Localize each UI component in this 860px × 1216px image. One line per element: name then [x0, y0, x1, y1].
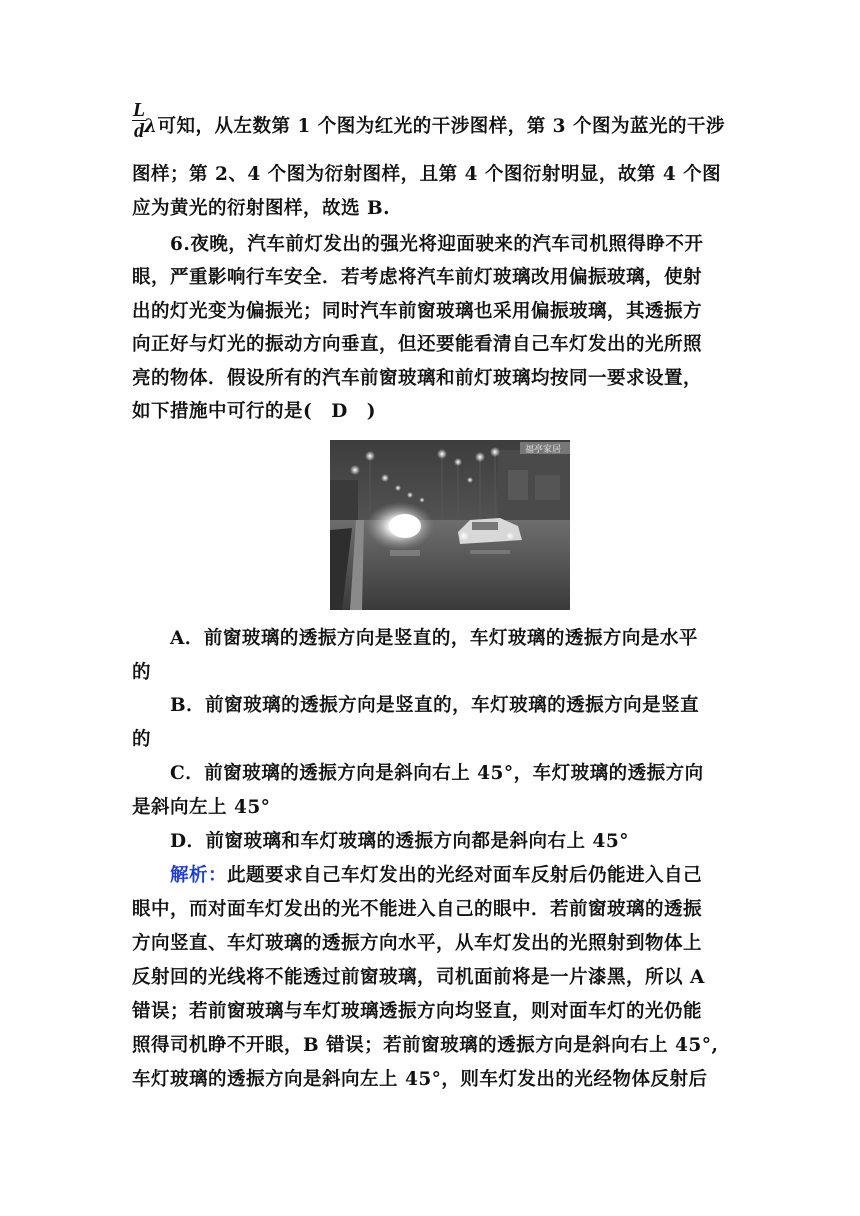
option-b-line-1: B．前窗玻璃的透振方向是竖直的，车灯玻璃的透振方向是竖直 [170, 695, 700, 716]
analysis-line-4: 反射回的光线将不能透过前窗玻璃，司机面前将是一片漆黑，所以 A [132, 967, 705, 988]
question-line-6: 如下措施中可行的是( D ) [132, 401, 377, 422]
analysis-line-1 [170, 863, 770, 889]
night-road-photo [330, 440, 570, 610]
text-line-1-rest: 可知，从左数第 1 个图为红光的干涉图样，第 3 个图为蓝光的干涉 [157, 116, 725, 137]
option-a-line-2: 的 [132, 662, 152, 683]
option-d-line-1: D．前窗玻璃和车灯玻璃的透振方向都是斜向右上 45° [170, 831, 629, 852]
question-line-5: 亮的物体．假设所有的汽车前窗玻璃和前灯玻璃均按同一要求设置， [132, 368, 703, 389]
text-line-2: 图样；第 2、4 个图为衍射图样，且第 4 个图衍射明显，故第 4 个图 [132, 164, 722, 185]
option-c-line-2: 是斜向左上 45° [132, 797, 271, 818]
analysis-line-7: 车灯玻璃的透振方向是斜向左上 45°，则车灯发出的光经物体反射后 [132, 1069, 708, 1090]
text-line-3: 应为黄光的衍射图样，故选 B. [132, 198, 391, 219]
shop-sign-text: 福亭家居 [525, 445, 562, 455]
question-line-2: 眼，严重影响行车安全．若考虑将汽车前灯玻璃改用偏振玻璃，使射 [132, 267, 703, 288]
question-line-4: 向正好与灯光的振动方向垂直，但还要能看清自己车灯发出的光所照 [132, 334, 703, 355]
option-c-line-1: C．前窗玻璃的透振方向是斜向右上 45°，车灯玻璃的透振方向 [170, 763, 704, 784]
lambda-symbol: λ [144, 116, 158, 137]
fraction-denominator: d [134, 120, 144, 142]
option-b-line-2: 的 [132, 729, 152, 750]
option-a-line-1: A．前窗玻璃的透振方向是竖直的，车灯玻璃的透振方向是水平 [170, 628, 698, 649]
fraction-numerator: L [132, 99, 146, 121]
analysis-line-5: 错误；若前窗玻璃与车灯玻璃透振方向均竖直，则对面车灯的光仍能 [132, 1001, 703, 1022]
analysis-label: 解析： [170, 865, 228, 886]
question-line-1: 6.夜晚，汽车前灯发出的强光将迎面驶来的汽车司机照得睁不开 [170, 234, 704, 255]
analysis-line-2: 眼中，而对面车灯发出的光不能进入自己的眼中．若前窗玻璃的透振 [132, 899, 703, 920]
analysis-line-6: 照得司机睁不开眼，B 错误；若前窗玻璃的透振方向是斜向右上 45°, [132, 1035, 719, 1056]
analysis-line-1-text: 此题要求自己车灯发出的光经对面车反射后仍能进入自己 [227, 865, 703, 886]
analysis-line-3: 方向竖直、车灯玻璃的透振方向水平，从车灯发出的光照射到物体上 [132, 933, 703, 954]
question-line-3: 出的灯光变为偏振光；同时汽车前窗玻璃也采用偏振玻璃，其透振方 [132, 301, 703, 322]
text-line-1 [144, 114, 744, 140]
